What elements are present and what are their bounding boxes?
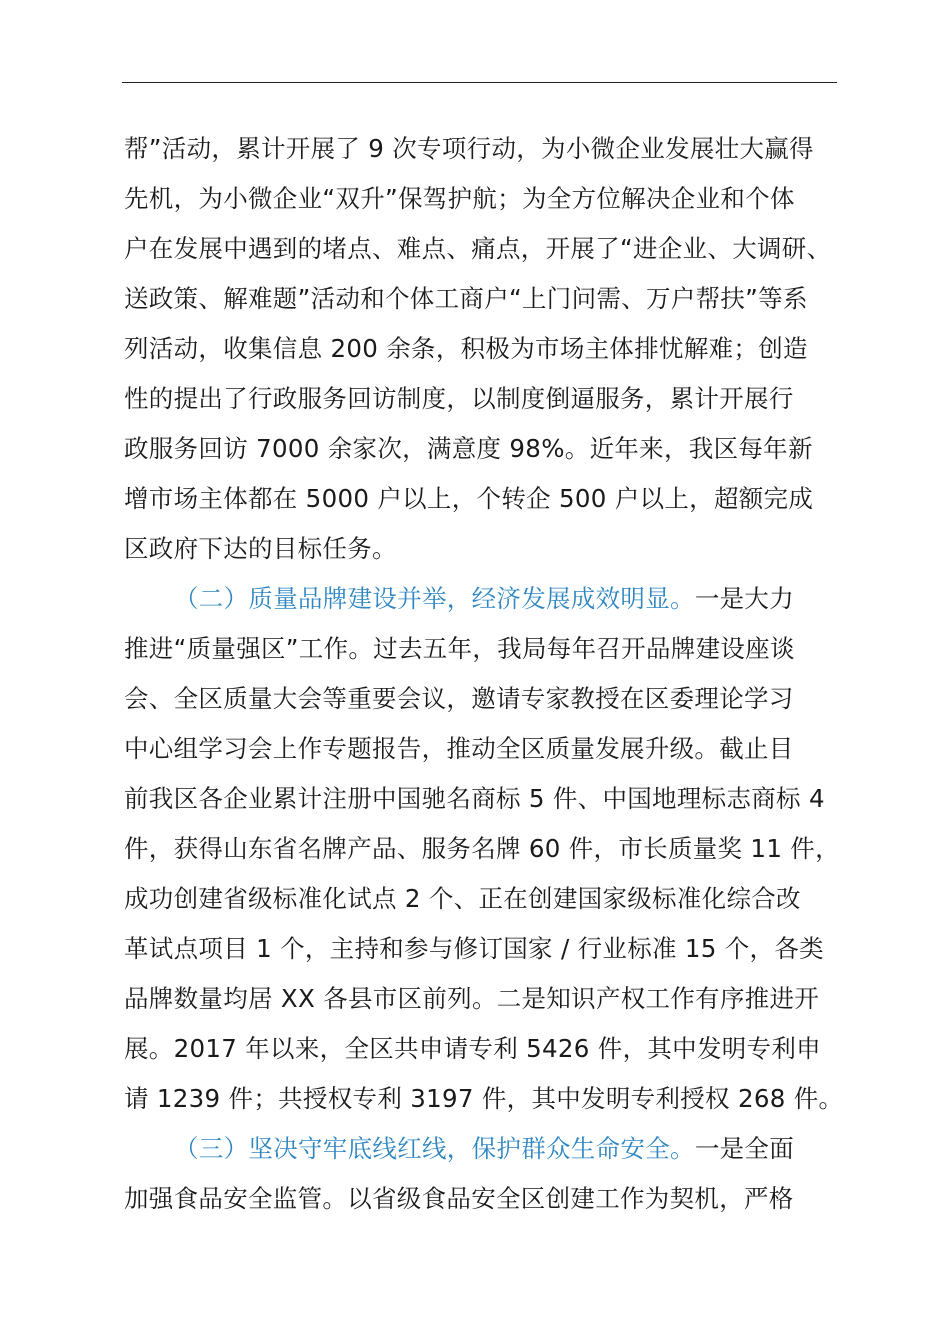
text-line: 中心组学习会上作专题报告，推动全区质量发展升级。截止目 [124,734,794,763]
text-line: 品牌数量均居 XX 各县市区前列。二是知识产权工作有序推进开 [124,984,820,1013]
text-line: 户在发展中遇到的堵点、难点、痛点，开展了“进企业、大调研、 [124,234,832,263]
section-3-first-line [124,1124,864,1174]
text-line: 会、全区质量大会等重要会议，邀请专家教授在区委理论学习 [124,684,794,713]
text-line: 区政府下达的目标任务。 [124,534,397,563]
text-line: 加强食品安全监管。以省级食品安全区创建工作为契机，严格 [124,1184,794,1213]
text-line: 成功创建省级标准化试点 2 个、正在创建国家级标准化综合改 [124,884,801,913]
header-rule [122,82,837,83]
text-line: 帮”活动，累计开展了 9 次专项行动，为小微企业发展壮大赢得 [124,134,814,163]
text-line: 件，获得山东省名牌产品、服务名牌 60 件，市长质量奖 11 件， [124,834,840,863]
section-2-first-line [124,574,864,624]
text-line: 请 1239 件；共授权专利 3197 件，其中发明专利授权 268 件。 [124,1084,844,1113]
section-2-first-line-rest: 一是大力 [694,584,795,613]
document-body [124,124,864,1224]
section-3-first-line-rest: 一是全面 [694,1134,795,1163]
text-line: 展。2017 年以来，全区共申请专利 5426 件，其中发明专利申 [124,1034,821,1063]
text-line: 革试点项目 1 个，主持和参与修订国家 / 行业标准 15 个，各类 [124,934,824,963]
text-line: 增市场主体都在 5000 户以上，个转企 500 户以上，超额完成 [124,484,814,513]
section-3-heading: （三）坚决守牢底线红线，保护群众生命安全。 [174,1134,695,1163]
text-line: 送政策、解难题”活动和个体工商户“上门问需、万户帮扶”等系 [124,284,808,313]
section-2-heading: （二）质量品牌建设并举，经济发展成效明显。 [174,584,695,613]
text-line: 前我区各企业累计注册中国驰名商标 5 件、中国地理标志商标 4 [124,784,825,813]
text-line: 性的提出了行政服务回访制度，以制度倒逼服务，累计开展行 [124,384,794,413]
text-line: 政服务回访 7000 余家次，满意度 98%。近年来，我区每年新 [124,434,813,463]
text-line: 列活动，收集信息 200 余条，积极为市场主体排忧解难；创造 [124,334,808,363]
text-line: 先机，为小微企业“双升”保驾护航；为全方位解决企业和个体 [124,184,795,213]
text-line: 推进“质量强区”工作。过去五年，我局每年召开品牌建设座谈 [124,634,795,663]
